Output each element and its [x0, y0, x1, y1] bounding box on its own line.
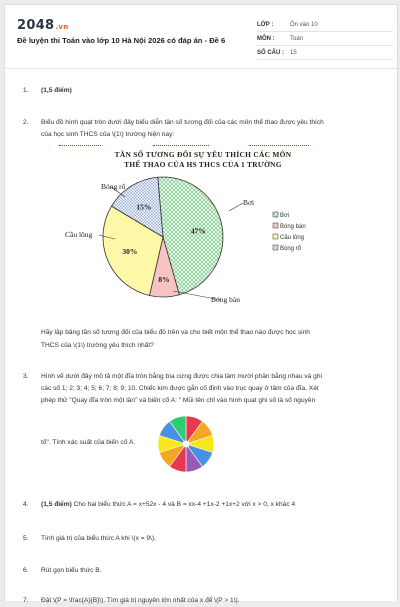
- meta-row-subject: [257, 33, 393, 46]
- spinner-wheel-image: [157, 415, 215, 473]
- meta-key: MÔN :: [257, 36, 275, 42]
- question-text-line1: Hình vẽ dưới đây mô tả một đĩa tròn bằng bìa cứng được chia làm mười phần bằng nhau và ghi: [41, 373, 322, 380]
- legend-label: Cầu lông: [280, 235, 305, 241]
- question-points: (1,5 điểm): [41, 501, 72, 508]
- question-text: [41, 499, 295, 511]
- legend-swatch: [273, 245, 278, 250]
- pie-leader-line: [229, 203, 243, 211]
- question-4: [23, 499, 395, 511]
- pie-category-label: Bơi: [243, 198, 255, 207]
- meta-value: Ôn vào 10: [290, 22, 318, 28]
- question-text: Đặt \(P = \frac{A}{B}\). Tìm giá trị nguyên lớn nhất của x để \(P > 1\).: [41, 597, 240, 604]
- legend-swatch: [273, 212, 278, 217]
- question-number: 2.: [23, 119, 29, 126]
- legend-swatch: [273, 234, 278, 239]
- question-text: Rút gọn biểu thức B.: [41, 567, 102, 574]
- question-3: [23, 371, 395, 419]
- pie-category-label: Bóng bàn: [211, 295, 240, 304]
- question-6: [23, 565, 395, 577]
- spinner-center-icon: [183, 441, 190, 448]
- meta-value: 15: [290, 50, 297, 56]
- legend-label: Bơi: [280, 213, 290, 219]
- site-logo[interactable]: [17, 18, 69, 33]
- pie-data-label: 15%: [136, 202, 152, 212]
- document-sheet: [4, 4, 398, 604]
- legend-swatch: [273, 223, 278, 228]
- meta-key: LỚP :: [257, 22, 274, 28]
- question-number: 5.: [23, 535, 29, 542]
- question-number: 1.: [23, 87, 29, 94]
- pie-data-label: 30%: [122, 247, 138, 257]
- header-divider: [5, 68, 397, 69]
- question-2-task-line2: THCS của \(1\) trường yêu thích nhất?: [41, 341, 154, 349]
- question-text-line2: của học sinh THCS của \(1\) trường hiện nay:: [41, 131, 175, 138]
- question-2-task: [41, 327, 391, 352]
- question-text-line3: phép thử "Quay đĩa tròn một lần" và biến cố A: " Mũi tên chỉ vào hình quạt ghi số là số nguyên: [41, 397, 316, 404]
- question-7: [23, 595, 395, 607]
- logo-suffix: .vn: [55, 23, 69, 31]
- legend-label: Bóng rổ: [280, 246, 302, 252]
- question-text: (1,5 điểm): [41, 87, 72, 94]
- pie-data-label: 8%: [158, 275, 170, 284]
- question-body: Cho hai biểu thức A = x+52x - 4 và B = xx-4 +1x-2 +1x+2 với x > 0, x khác 4: [71, 501, 296, 508]
- question-text: Tính giá trị của biểu thức A khi \(x = 9\).: [41, 535, 156, 542]
- pie-category-label: Bóng rổ: [101, 182, 126, 191]
- question-2: [23, 117, 383, 141]
- logo-text: 2048: [17, 18, 55, 33]
- question-text-line1: Biểu đồ hình quạt tròn dưới đây biểu diễn tần số tương đối của các môn thể thao được yêu thích: [41, 119, 324, 126]
- question-number: 3.: [23, 373, 29, 380]
- question-number: 4.: [23, 501, 29, 508]
- legend-label: Bóng bàn: [280, 224, 306, 230]
- pie-data-label: 47%: [190, 226, 206, 236]
- chart-title-line2: THỂ THAO CỦA HS THCS CỦA 1 TRƯỜNG: [124, 160, 282, 169]
- meta-value: Toán: [290, 36, 304, 42]
- meta-row-class: [257, 19, 393, 32]
- document-title: Đề luyện thi Toán vào lớp 10 Hà Nội 2026 có đáp án - Đề 6: [17, 36, 226, 45]
- chart-title-line1: TẦN SỐ TƯƠNG ĐỐI SỰ YÊU THÍCH CÁC MÔN: [114, 150, 292, 159]
- question-number: 7.: [23, 597, 29, 604]
- question-text-line4: tố". Tính xác suất của biến cố A.: [41, 439, 136, 446]
- question-5: [23, 533, 395, 545]
- meta-key: SỐ CÂU :: [257, 50, 284, 56]
- question-2-task-line1: Hãy lập bảng tần số tương đối của biểu đồ trên và cho biết môn thể thao nào được học sinh: [41, 329, 310, 336]
- pie-category-label: Cầu lông: [65, 230, 93, 239]
- meta-info: [257, 19, 393, 61]
- pie-chart-svg: [53, 145, 353, 307]
- question-1: [23, 85, 383, 97]
- pie-chart: [53, 145, 353, 307]
- meta-row-count: [257, 47, 393, 60]
- question-number: 6.: [23, 567, 29, 574]
- question-text-line2: các số 1; 2; 3; 4; 5; 6; 7; 8; 9; 10. Chiếc kim được gắn cố định vào trục quay ở tâm của đĩa. Xét: [41, 385, 319, 392]
